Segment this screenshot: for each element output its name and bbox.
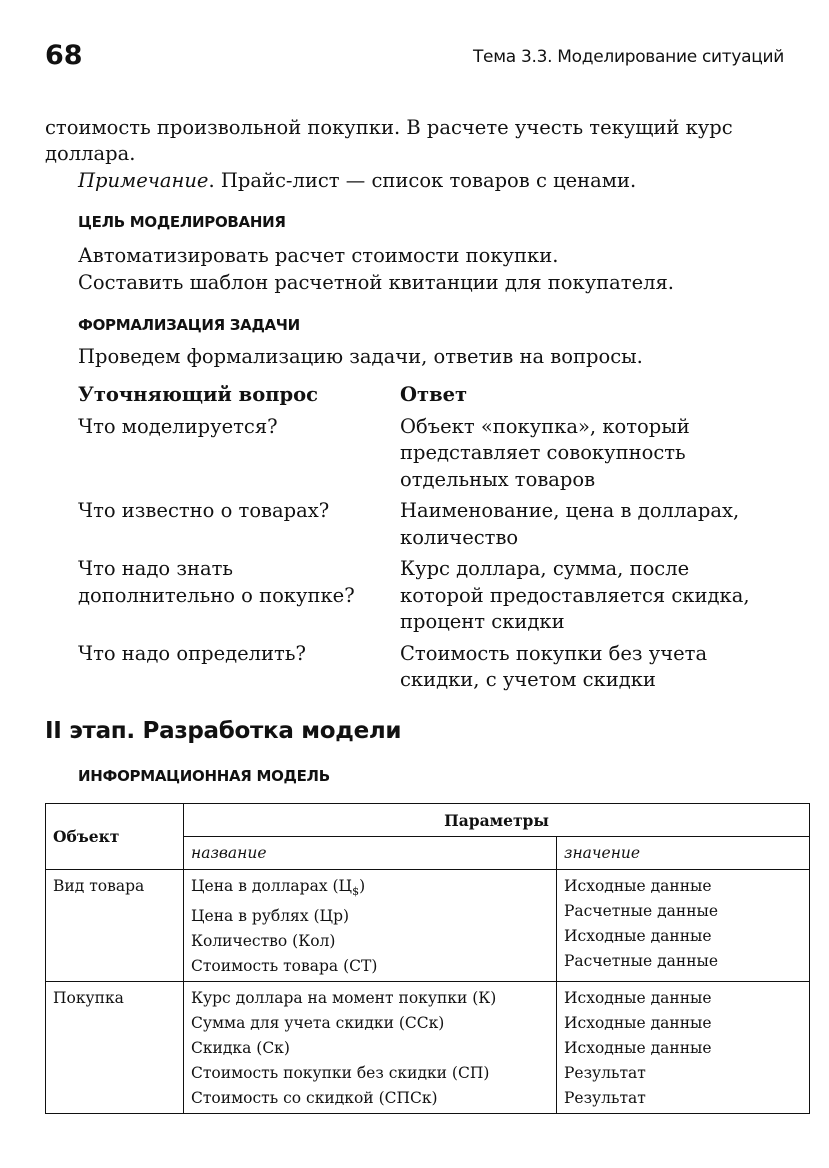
question-text: дополнительно о покупке? [78,583,355,607]
param-name [191,1036,549,1061]
param-values-cell [557,870,810,982]
answer-text: количество [400,525,519,549]
param-names-cell [184,870,557,982]
param-name [191,929,549,954]
param-value: Исходные данные [564,1039,712,1058]
object-cell: Вид товара [46,870,184,982]
intro-line: стоимость произвольной покупки. В расчете учесть текущий курс [45,116,733,139]
answer-text: скидки, с учетом скидки [400,668,656,691]
question-text: Что известно о товарах? [78,499,330,522]
param-name-text: Цена в долларах (Ц [191,877,353,895]
answer-text: которой предоставляется скидка, [400,583,750,607]
param-name-text: Стоимость со скидкой (СПСк) [191,1089,438,1108]
question-cell [78,498,400,551]
param-names-cell [184,982,557,1114]
answer-text: Стоимость покупки без учета [400,641,708,665]
answer-cell [400,641,798,694]
param-name-text: Стоимость покупки без скидки (СП) [191,1064,490,1083]
param-value: Исходные данные [564,877,712,895]
param-value: Исходные данные [564,1014,712,1033]
param-name [191,1061,549,1086]
qa-row [78,641,798,694]
question-cell [78,414,400,494]
goal-heading: ЦЕЛЬ МОДЕЛИРОВАНИЯ [78,213,286,231]
running-title: Тема 3.3. Моделирование ситуаций [472,47,784,67]
answer-text: отдельных товаров [400,467,596,491]
answer-cell [400,414,798,494]
name-column-header: название [184,837,557,870]
formalization-intro: Проведем формализацию задачи, ответив на вопросы. [78,345,643,368]
param-name [191,1011,549,1036]
question-text: Что надо знать [78,557,234,580]
table-row [46,870,810,982]
answer-text: Наименование, цена в долларах, [400,499,740,522]
question-text: Что надо определить? [78,641,306,665]
question-answer-table [78,382,798,699]
answer-column-header: Ответ [400,383,468,406]
table-header-row [46,804,810,837]
stage-heading: II этап. Разработка модели [45,718,402,744]
param-name-text: Стоимость товара (СТ) [191,957,378,976]
param-name [191,1086,549,1111]
goal-line: Автоматизировать расчет стоимости покупки. [78,244,559,267]
question-cell [78,556,400,636]
formalization-heading: ФОРМАЛИЗАЦИЯ ЗАДАЧИ [78,316,300,334]
param-name-text: Курс доллара на момент покупки (К) [191,989,497,1008]
information-model-table [45,803,810,1114]
param-subscript: $ [352,885,360,899]
value-column-header: значение [557,837,810,870]
param-value: Результат [564,1089,646,1108]
goal-line: Составить шаблон расчетной квитанции для покупателя. [78,271,675,294]
object-cell: Покупка [46,982,184,1114]
answer-text: процент скидки [400,610,565,633]
question-column-header: Уточняющий вопрос [78,383,319,406]
answer-cell [400,498,798,551]
param-name-end: ) [359,877,366,895]
param-name-text: Скидка (Ск) [191,1039,290,1058]
param-name [191,874,549,904]
note-label: Примечание [78,169,209,192]
param-value: Исходные данные [564,927,712,945]
page-number: 68 [45,40,83,71]
note [78,167,636,194]
table-row [46,982,810,1114]
intro-line: доллара. [45,142,136,165]
param-name-text: Количество (Кол) [191,932,336,951]
param-name-text: Цена в рублях (Цр) [191,907,350,926]
qa-header-row [78,382,798,409]
info-model-heading: ИНФОРМАЦИОННАЯ МОДЕЛЬ [78,767,330,785]
answer-cell [400,556,798,636]
object-column-header: Объект [46,804,184,870]
param-name [191,954,549,979]
param-name-text: Сумма для учета скидки (ССк) [191,1014,445,1033]
param-value: Расчетные данные [564,952,719,970]
answer-text: Курс доллара, сумма, после [400,557,690,580]
param-value: Расчетные данные [564,902,719,920]
answer-text: Объект «покупка», который [400,414,690,438]
param-name [191,904,549,929]
qa-row [78,556,798,636]
param-value: Исходные данные [564,989,712,1008]
param-name [191,986,549,1011]
answer-text: представляет совокупность [400,441,686,464]
question-cell [78,641,400,694]
param-value: Результат [564,1064,646,1083]
param-values-cell [557,982,810,1114]
params-column-header: Параметры [184,804,810,837]
qa-row [78,414,798,494]
qa-row [78,498,798,551]
question-text: Что моделируется? [78,414,278,438]
note-text: . Прайс-лист — список товаров с ценами. [208,169,637,192]
